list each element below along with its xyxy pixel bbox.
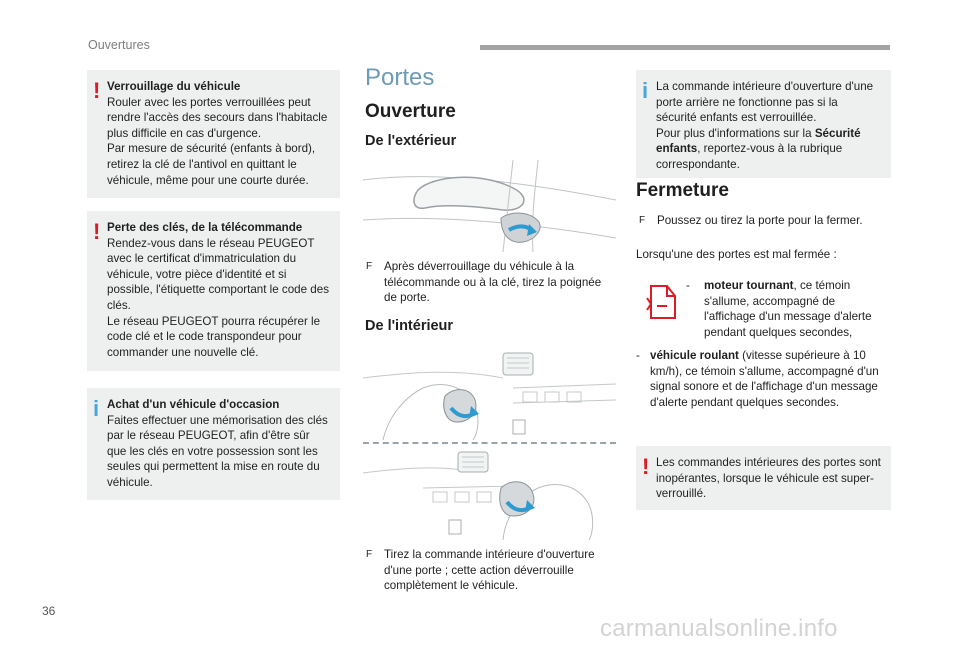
dash: - xyxy=(686,279,690,292)
info-icon: i xyxy=(642,78,649,103)
illustration-interior-front xyxy=(363,348,616,440)
bullet-glyph: F xyxy=(639,215,646,226)
warning-box-lost-keys xyxy=(87,211,340,371)
info-box-used-vehicle xyxy=(87,388,340,500)
illustration-exterior-handle xyxy=(363,160,616,252)
section-label: Ouvertures xyxy=(88,38,150,52)
section-title-opening: Ouverture xyxy=(365,101,456,122)
step-interior xyxy=(366,547,616,594)
warning-text: Rouler avec les portes verrouillées peut rendre l'accès des secours dans l'habitacle plus difficile en cas d'urgence. Par mesure de sécurité (enfants à bord), retirez la clé de l'antivol en quittant le véhicule, même pour une courte durée. xyxy=(107,95,328,187)
step-closing-text: Poussez ou tirez la porte pour la fermer. xyxy=(657,214,863,227)
dash: - xyxy=(636,349,640,362)
warning-box-locking xyxy=(87,70,340,198)
illustration-interior-rear xyxy=(363,448,616,540)
divider-dashed xyxy=(363,442,616,444)
warning-icon: ! xyxy=(93,78,101,103)
info-text-a: La commande intérieure d'ouverture d'une porte arrière ne fonctionne pas si la sécurité enfants est verrouillée. xyxy=(656,80,874,125)
warning-box-superlock xyxy=(636,446,891,510)
watermark: carmanualsonline.info xyxy=(600,615,838,642)
info-text: Faites effectuer une mémorisation des clés par le réseau PEUGEOT, afin d'être sûr que les clés en votre possession sont les seules qui permettent la mise en route du véhicule. xyxy=(107,413,328,489)
info-box-child-safety xyxy=(636,70,891,178)
info-title: Achat d'un véhicule d'occasion xyxy=(107,398,280,411)
info-text-b: Pour plus d'informations sur la Sécurité enfants, reportez-vous à la rubrique correspondante. xyxy=(656,126,861,171)
closing-intro: Lorsqu'une des portes est mal fermée : xyxy=(636,248,837,261)
bullet-glyph: F xyxy=(366,261,373,272)
step-closing xyxy=(639,213,897,229)
warning-text: Les commandes intérieures des portes sont inopérantes, lorsque le véhicule est super-verrouillé. xyxy=(656,456,881,501)
closing-item-engine: - moteur tournant, ce témoin s'allume, accompagné de l'affichage d'un message d'alerte pendant quelques secondes, xyxy=(686,279,872,339)
header-bar xyxy=(480,45,890,50)
heading-exterior: De l'extérieur xyxy=(365,133,457,149)
step-exterior-text: Après déverrouillage du véhicule à la télécommande ou à la clé, tirez la poignée de porte. xyxy=(384,260,602,305)
warning-icon: ! xyxy=(642,454,650,479)
warning-icon: ! xyxy=(93,219,101,244)
warning-title: Verrouillage du véhicule xyxy=(107,80,241,93)
closing-item-driving: - véhicule roulant (vitesse supérieure à 10 km/h), ce témoin s'allume, accompagné d'un signal sonore et de l'affichage d'un message d'alerte pendant quelques secondes. xyxy=(636,349,879,409)
page-number: 36 xyxy=(42,604,56,618)
step-interior-text: Tirez la commande intérieure d'ouverture d'une porte ; cette action déverrouille complètement le véhicule. xyxy=(384,548,595,593)
info-icon: i xyxy=(93,396,100,421)
page-title: Portes xyxy=(365,64,435,91)
door-open-warning-lamp-icon xyxy=(645,282,679,322)
warning-text: Rendez-vous dans le réseau PEUGEOT avec le certificat d'immatriculation du véhicule, votre pièce d'identité et si possible, l'étiquette comportant le code des clés. Le réseau PEUGEOT pourra récupérer le code clé et le code transpondeur pour commander une nouvelle clé. xyxy=(107,236,329,359)
warning-title: Perte des clés, de la télécommande xyxy=(107,221,303,234)
bullet-glyph: F xyxy=(366,549,373,560)
heading-interior: De l'intérieur xyxy=(365,318,454,334)
section-title-closing: Fermeture xyxy=(636,180,729,201)
step-exterior xyxy=(366,259,616,306)
